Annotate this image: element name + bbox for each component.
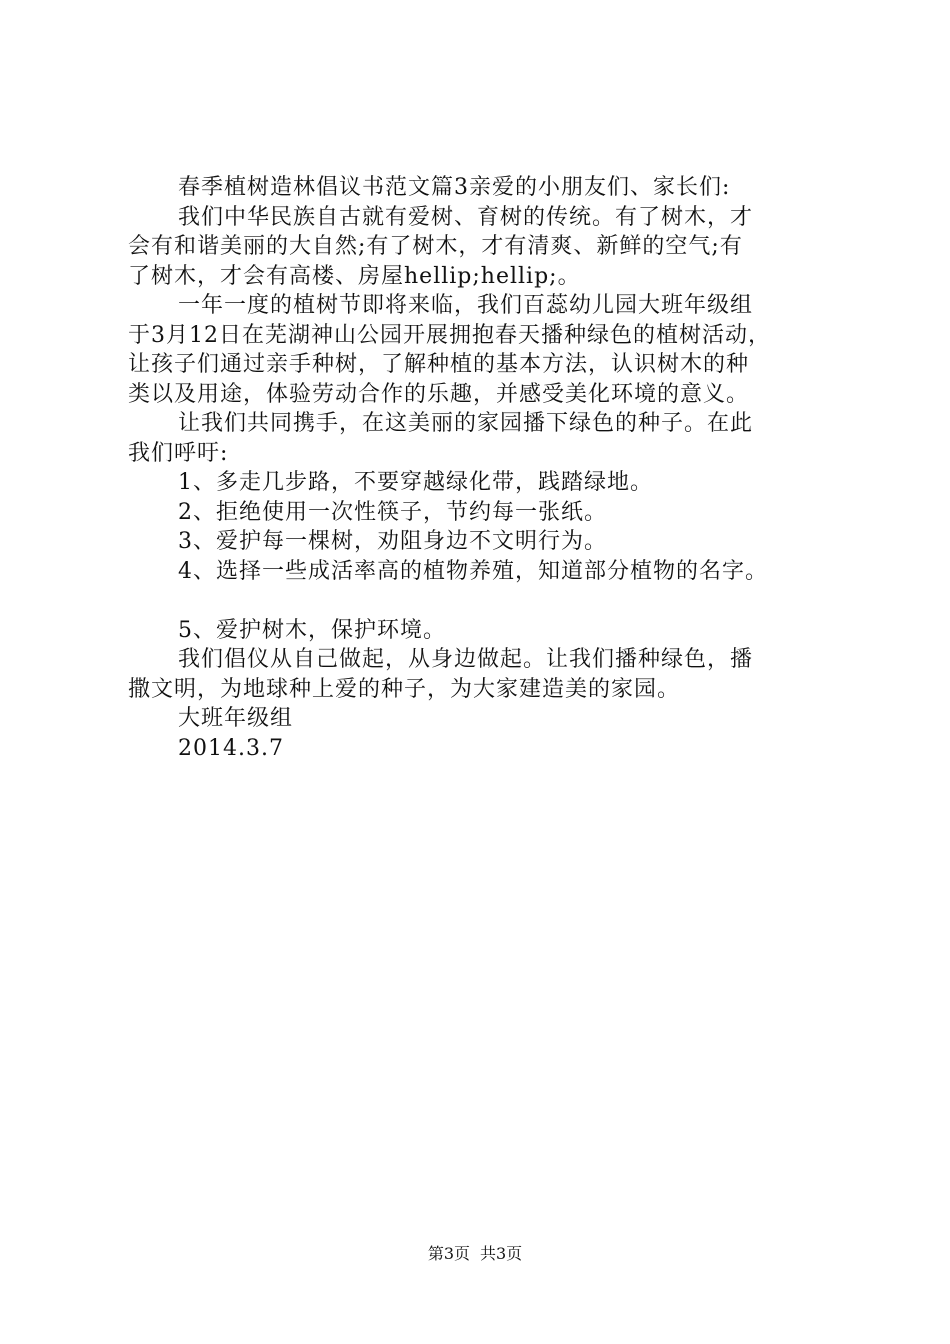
- date: 2014.3.7: [178, 735, 284, 761]
- document-line: 于3月12日在芜湖神山公园开展拥抱春天播种绿色的植树活动，: [128, 322, 771, 348]
- document-line: 一年一度的植树节即将来临，我们百蕊幼儿园大班年级组: [178, 293, 754, 318]
- page-total: 共3页: [480, 1244, 523, 1263]
- document-line: 我们呼吁:: [128, 440, 229, 466]
- document-line: 类以及用途，体验劳动合作的乐趣，并感受美化环境的意义。: [128, 381, 750, 407]
- document-line: 会有和谐美丽的大自然;有了树木，才有清爽、新鲜的空气;有: [128, 234, 743, 259]
- page-number: 第3页: [427, 1244, 470, 1263]
- document-line: 春季植树造林倡议书范文篇3亲爱的小朋友们、家长们:: [178, 175, 731, 200]
- page-footer: [0, 1244, 950, 1264]
- list-item: 5、爱护树木，保护环境。: [178, 617, 446, 643]
- blank-line: [128, 586, 834, 616]
- document-line: 撒文明，为地球种上爱的种子，为大家建造美的家园。: [128, 676, 681, 702]
- list-item: 1、多走几步路，不要穿越绿化带，践踏绿地。: [178, 470, 653, 495]
- list-item: 2、拒绝使用一次性筷子，节约每一张纸。: [178, 499, 607, 525]
- document-line: 了树木，才会有高楼、房屋hellip;hellip;。: [128, 263, 581, 289]
- document-line: 让孩子们通过亲手种树，了解种植的基本方法，认识树木的种: [128, 352, 750, 377]
- document-line: 让我们共同携手，在这美丽的家园播下绿色的种子。在此: [178, 411, 754, 436]
- signature: 大班年级组: [178, 706, 294, 731]
- document-body: [128, 173, 834, 763]
- document-line: 我们倡仪从自己做起，从身边做起。让我们播种绿色，播: [178, 647, 754, 672]
- list-item: 3、爱护每一棵树，劝阻身边不文明行为。: [178, 529, 607, 554]
- document-line: 我们中华民族自古就有爱树、育树的传统。有了树木，才: [178, 204, 754, 230]
- list-item: 4、选择一些成活率高的植物养殖，知道部分植物的名字。: [178, 558, 768, 584]
